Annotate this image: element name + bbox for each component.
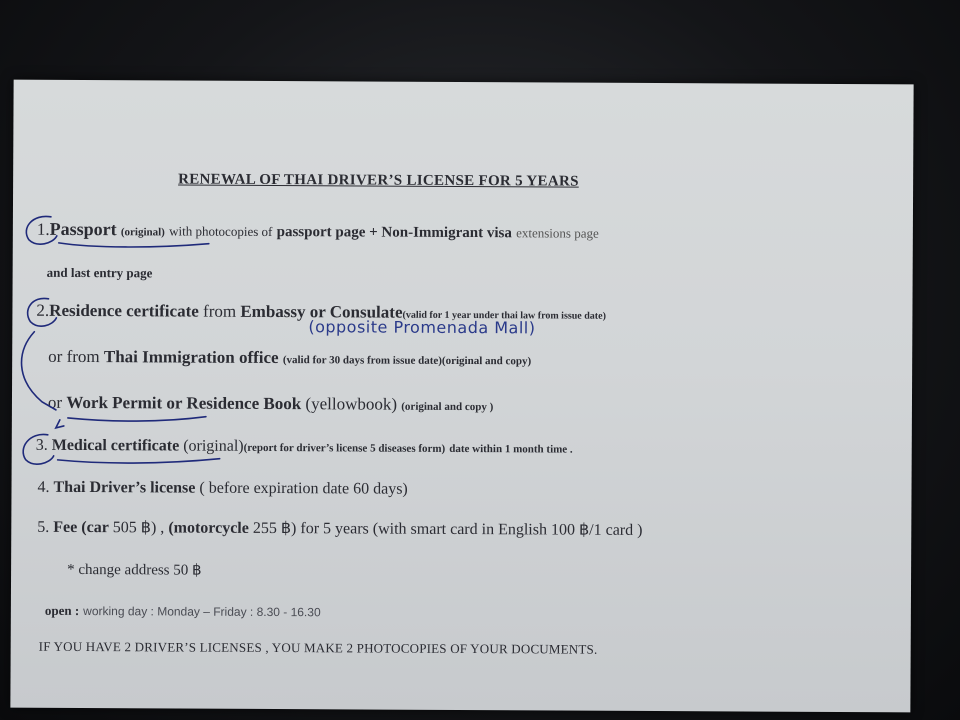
expiration-note: ( before expiration date 60 days) — [199, 479, 408, 498]
item-4-line — [37, 480, 407, 498]
item-1-line-1 — [37, 220, 599, 242]
passport-original-note: (original) — [120, 226, 165, 239]
item-2-number: 2. — [36, 300, 50, 320]
yellowbook-text: (yellowbook) — [305, 394, 398, 414]
thai-drivers-text: Thai Driver’s — [53, 478, 147, 497]
document-title: RENEWAL OF THAI DRIVER’S LICENSE FOR 5 YEARS — [178, 171, 579, 190]
open-label: open : — [44, 602, 80, 618]
medical-date-note: date within 1 month time . — [449, 442, 573, 456]
handwritten-note: (opposite Promenada Mall) — [308, 317, 536, 338]
item-5-number: 5. — [37, 518, 50, 536]
work-permit-copy-note: (original and copy ) — [401, 400, 494, 414]
fee-car-label: Fee (car — [53, 518, 109, 537]
item-4-number: 4. — [37, 478, 50, 496]
or-from-text: or from — [48, 346, 100, 367]
passport-pages-text: passport page + Non-Immigrant visa — [276, 224, 512, 242]
embassy-validity-note: (valid for 1 year under thai law from issue date) — [402, 309, 606, 322]
medical-original-text: (original) — [183, 437, 244, 455]
underline-work-permit — [68, 416, 206, 422]
or-text: or — [47, 392, 63, 412]
immigration-validity-note: (valid for 30 days from issue date)(original and copy) — [282, 354, 532, 368]
arrow-mark — [56, 420, 64, 428]
item-1-number: 1. — [36, 219, 50, 239]
fee-motorcycle-label: (motorcycle — [168, 519, 249, 537]
thai-immigration-office-text: Thai Immigration office — [103, 347, 279, 368]
extensions-page-text: extensions page — [516, 225, 599, 241]
item-2-line-3 — [48, 394, 493, 413]
from-text: from — [203, 301, 237, 321]
fee-terms-text: for 5 years (with smart card in English 100 ฿/1 card ) — [300, 520, 643, 539]
item-3-number: 3. — [35, 436, 48, 454]
fee-motorcycle-amount: 255 ฿) — [252, 519, 297, 538]
fee-car-amount: 505 ฿) , — [112, 519, 165, 537]
passport-photocopies-text: with photocopies of — [169, 223, 273, 240]
change-address-note: * change address 50 ฿ — [67, 561, 202, 579]
medical-report-note: (report for driver’s license 5 diseases form) — [243, 441, 446, 455]
item-1-line-2: and last entry page — [46, 264, 153, 281]
underline-medical — [58, 458, 220, 464]
item-2-line-2 — [48, 348, 531, 368]
underline-passport — [59, 243, 209, 248]
document-sheet — [10, 80, 913, 713]
residence-certificate-label: Residence certificate — [49, 300, 199, 321]
opening-hours-text: working day : Monday – Friday : 8.30 - 16.30 — [83, 604, 321, 620]
embassy-consulate-text: Embassy or Consulate — [240, 301, 403, 322]
footer-note: IF YOU HAVE 2 DRIVER’S LICENSES , YOU MAKE 2 PHOTOCOPIES OF YOUR DOCUMENTS. — [38, 638, 598, 657]
work-permit-text: Work Permit or Residence Book — [66, 392, 302, 414]
item-5-line — [37, 520, 642, 539]
passport-label: Passport — [49, 218, 117, 240]
medical-certificate-label: Medical certificate — [51, 436, 180, 455]
opening-hours-line — [45, 603, 321, 620]
license-text: license — [150, 479, 196, 497]
item-3-line — [36, 438, 573, 457]
